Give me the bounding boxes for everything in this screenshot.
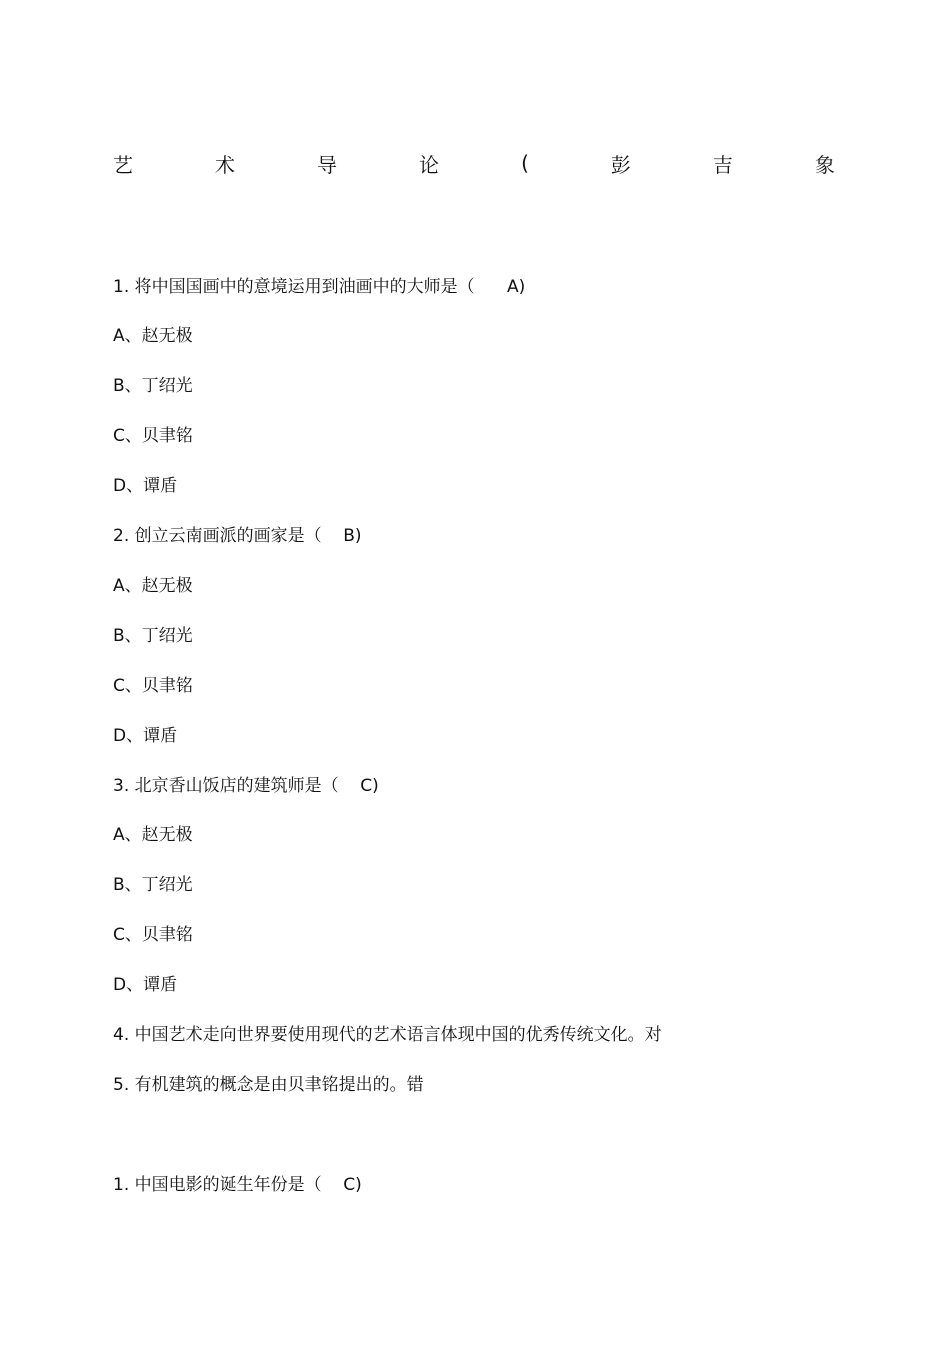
question-2-option-a: A、赵无极 <box>113 576 193 596</box>
question-1-option-a: A、赵无极 <box>113 326 193 346</box>
question-2-option-d: D、谭盾 <box>113 726 178 746</box>
question-5-text: 5. 有机建筑的概念是由贝聿铭提出的。错 <box>113 1075 424 1095</box>
question-1-option-c: C、贝聿铭 <box>113 426 193 446</box>
question-1-text: 1. 将中国国画中的意境运用到油画中的大师是（ A) <box>113 277 526 297</box>
question-3-option-b: B、丁绍光 <box>113 875 193 895</box>
title-char: 吉 <box>712 152 733 177</box>
question-4-text: 4. 中国艺术走向世界要使用现代的艺术语言体现中国的优秀传统文化。对 <box>113 1025 662 1045</box>
question-1-option-b: B、丁绍光 <box>113 376 193 396</box>
question-2-option-b: B、丁绍光 <box>113 626 193 646</box>
title-char: 论 <box>419 152 440 177</box>
question-3-option-a: A、赵无极 <box>113 825 193 845</box>
title-char: 导 <box>317 152 338 177</box>
title-char: 艺 <box>113 152 133 177</box>
question-3-option-c: C、贝聿铭 <box>113 925 193 945</box>
question-1-option-d: D、谭盾 <box>113 476 178 496</box>
title-char: 彭 <box>610 152 631 177</box>
question-3-text: 3. 北京香山饭店的建筑师是（ C) <box>113 776 379 796</box>
question-2-option-c: C、贝聿铭 <box>113 676 193 696</box>
section-2-question-1-text: 1. 中国电影的诞生年份是（ C) <box>113 1175 362 1195</box>
title-char: ( <box>521 151 529 175</box>
title-char: 术 <box>215 152 236 177</box>
question-3-option-d: D、谭盾 <box>113 975 178 995</box>
title-char: 象 <box>814 152 835 177</box>
document-title <box>113 148 835 178</box>
question-2-text: 2. 创立云南画派的画家是（ B) <box>113 526 362 546</box>
